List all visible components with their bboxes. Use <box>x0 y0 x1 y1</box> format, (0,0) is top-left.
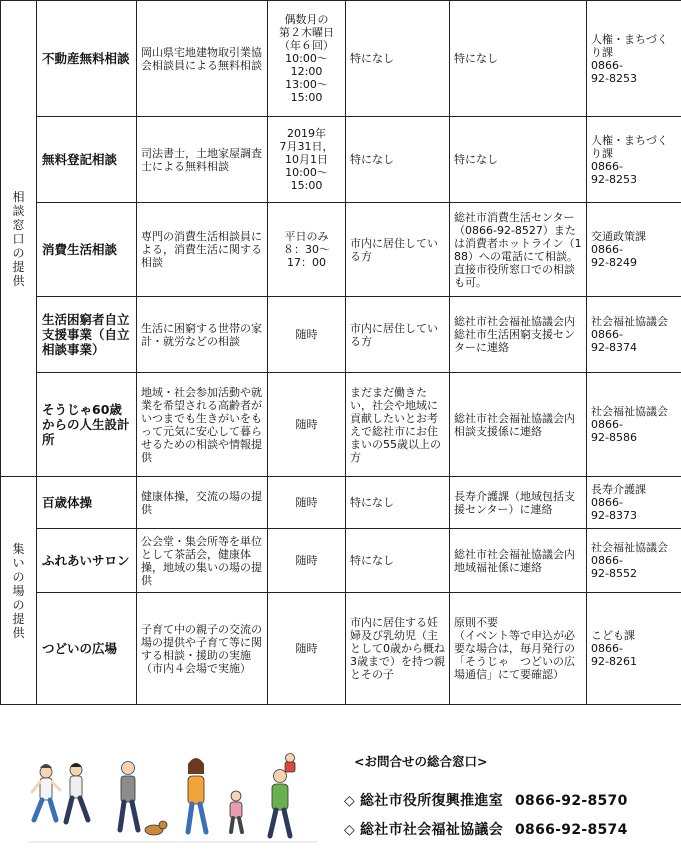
table-row <box>1 593 681 705</box>
service-content: 健康体操，交流の場の提供 <box>137 477 268 529</box>
service-content: 子育て中の親子の交流の場の提供や子育て等に関する相談・援助の実施（市内４会場で実施） <box>137 593 268 705</box>
service-time: 随時 <box>268 373 346 477</box>
table-row <box>1 1 681 117</box>
footer-contact-2 <box>344 819 628 839</box>
service-time: 随時 <box>268 297 346 373</box>
service-method: 総社市社会福祉協議会内総社市生活困窮支援センターに連絡 <box>450 297 587 373</box>
walker-figure <box>66 763 88 822</box>
dog-figure <box>145 821 167 835</box>
table-row <box>1 117 681 203</box>
service-time: 随時 <box>268 593 346 705</box>
service-name: ふれあいサロン <box>37 529 137 593</box>
service-method: 特になし <box>450 1 587 117</box>
table-row <box>1 373 681 477</box>
service-time: 随時 <box>268 477 346 529</box>
service-contact: こども課 0866- 92-8261 <box>587 593 681 705</box>
service-time: 平日のみ ８：30～ 17：00 <box>268 203 346 297</box>
service-method: 総社市社会福祉協議会内相談支援係に連絡 <box>450 373 587 477</box>
service-name: 消費生活相談 <box>37 203 137 297</box>
father-figure <box>270 754 295 837</box>
walking-people-illustration <box>28 750 318 846</box>
service-contact: 社会福祉協議会 0866- 92-8374 <box>587 297 681 373</box>
service-time: 随時 <box>268 529 346 593</box>
service-method: 長寿介護課（地域包括支援センター）に連絡 <box>450 477 587 529</box>
service-name: 百歳体操 <box>37 477 137 529</box>
service-name: そうじゃ60歳からの人生設計所 <box>37 373 137 477</box>
footer-title: <お問合せの総合窓口> <box>354 754 488 769</box>
service-content: 司法書士，土地家屋調査士による無料相談 <box>137 117 268 203</box>
service-method: 総社市社会福祉協議会内地域福祉係に連絡 <box>450 529 587 593</box>
service-name: 無料登記相談 <box>37 117 137 203</box>
service-target: 特になし <box>346 477 450 529</box>
footer-contact-name: 総社市社会福祉協議会 <box>360 822 503 838</box>
service-content: 専門の消費生活相談員による，消費生活に関する相談 <box>137 203 268 297</box>
service-method: 原則不要 （イベント等で申込が必要な場合は，毎月発行の「そうじゃ つどいの広場通信」にて要確認） <box>450 593 587 705</box>
table-row <box>1 203 681 297</box>
service-target: 特になし <box>346 117 450 203</box>
diamond-icon: ◇ <box>344 793 356 809</box>
service-time: 2019年 7月31日， 10月1日 10:00～ 15:00 <box>268 117 346 203</box>
service-contact: 社会福祉協議会 0866- 92-8552 <box>587 529 681 593</box>
footer-contact-name: 総社市役所復興推進室 <box>360 793 503 809</box>
service-time: 偶数月の 第２木曜日 （年６回） 10:00～ 12:00 13:00～ 15:00 <box>268 1 346 117</box>
service-contact: 社会福祉協議会 0866- 92-8586 <box>587 373 681 477</box>
service-content: 公会堂・集会所等を単位として茶話会，健康体操，地域の集いの場の提供 <box>137 529 268 593</box>
child-figure <box>230 791 242 832</box>
service-name: つどいの広場 <box>37 593 137 705</box>
woman-figure <box>188 758 206 832</box>
footer-contact-phone[interactable]: 0866-92-8570 <box>515 793 628 809</box>
service-contact: 交通政策課 0866- 92-8249 <box>587 203 681 297</box>
table-row <box>1 529 681 593</box>
footer-contact-1 <box>344 790 628 810</box>
service-name: 不動産無料相談 <box>37 1 137 117</box>
service-name: 生活困窮者自立支援事業（自立相談事業） <box>37 297 137 373</box>
service-method: 特になし <box>450 117 587 203</box>
service-content: 生活に困窮する世帯の家計・就労などの相談 <box>137 297 268 373</box>
service-target: 市内に居住している方 <box>346 297 450 373</box>
service-contact: 人権・まちづくり課 0866- 92-8253 <box>587 117 681 203</box>
table-row <box>1 477 681 529</box>
service-content: 岡山県宅地建物取引業協会相談員による無料相談 <box>137 1 268 117</box>
service-contact: 人権・まちづくり課 0866- 92-8253 <box>587 1 681 117</box>
service-target: 市内に居住する妊婦及び乳幼児（主として0歳から概ね3歳まで）を持つ親とその子 <box>346 593 450 705</box>
service-contact: 長寿介護課 0866- 92-8373 <box>587 477 681 529</box>
service-target: 特になし <box>346 1 450 117</box>
elderly-figure <box>120 762 138 831</box>
section-label <box>1 1 37 477</box>
section-label-text: 相談窓口の提供 <box>12 189 25 288</box>
service-target: 市内に居住している方 <box>346 203 450 297</box>
section-label-text: 集いの場の提供 <box>12 541 25 640</box>
runner-figure <box>32 764 60 820</box>
service-content: 地域・社会参加活動や就業を希望される高齢者がいつまでも生きがいをもって元気に安心して暮らせるための相談や情報提供 <box>137 373 268 477</box>
diamond-icon: ◇ <box>344 822 356 838</box>
section-label <box>1 477 37 705</box>
service-target: まだまだ働きたい，社会や地域に貢献したいとお考えで総社市にお住まいの55歳以上の方 <box>346 373 450 477</box>
service-target: 特になし <box>346 529 450 593</box>
table-row <box>1 297 681 373</box>
service-method: 総社市消費生活センター（0866-92-8527）または消費者ホットライン（188）への電話にて相談。直接市役所窓口での相談も可。 <box>450 203 587 297</box>
footer-contact-phone[interactable]: 0866-92-8574 <box>515 822 628 838</box>
